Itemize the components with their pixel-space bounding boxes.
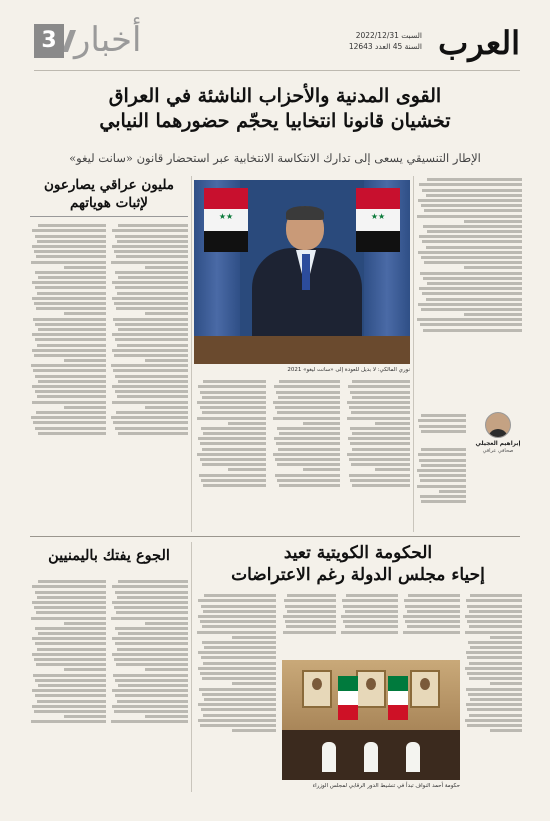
kuwait-story-column-4	[282, 592, 336, 656]
yemen-story-column-2	[30, 578, 106, 792]
kuwait-story-column-2	[402, 592, 460, 656]
kuwait-cabinet-photo	[282, 660, 460, 780]
left-story-column-2	[30, 222, 106, 528]
section-number-badge: 3	[34, 24, 64, 58]
main-story-column-right	[416, 176, 522, 404]
section-title: أخبار	[74, 20, 142, 60]
left-story-headline: مليون عراقي يصارعون لإثبات هوياتهم	[43, 177, 175, 211]
column-divider	[191, 176, 192, 532]
column-divider	[191, 542, 192, 792]
author-byline	[470, 412, 526, 455]
author-name: إبراهيم العجيلي	[475, 441, 521, 447]
masthead-divider	[34, 70, 520, 71]
author-role: صحافي عراقي	[482, 448, 514, 454]
main-subheadline: الإطار التنسيقي يسعى إلى تدارك الانتكاسة الانتخابية عبر استحضار قانون «سانت ليغو»	[69, 151, 481, 165]
left-story-column-1	[110, 222, 188, 528]
issue-number: السنة 45 العدد 12643	[348, 42, 422, 51]
main-story-column-right-lower	[416, 446, 466, 530]
main-story-column-right-mid	[416, 412, 466, 442]
main-headline-line2: تخشيان قانونا انتخابيا يحجّم حضورهما النيابي	[99, 110, 451, 132]
kuwait-headline-line1: الحكومة الكويتية تعيد	[283, 543, 433, 563]
kuwait-story-column-1	[464, 592, 522, 792]
maliki-photo	[194, 180, 410, 364]
main-story-column-5	[196, 378, 266, 534]
author-avatar	[485, 412, 511, 438]
issue-date: السبت 2022/12/31	[355, 31, 422, 40]
photo-caption: نوري المالكي: لا بديل للعودة إلى «سانت ليغو» 2021	[287, 367, 410, 373]
kuwait-headline-line2: إحياء مجلس الدولة رغم الاعتراضات	[231, 565, 485, 585]
left-story-rule	[30, 216, 188, 217]
main-story-column-4	[272, 378, 340, 534]
masthead	[34, 20, 520, 76]
kuwait-photo-caption: حكومة أحمد النواف تبدأ في تنشيط الدور الرقابي لمجلس الوزراء	[312, 783, 460, 789]
main-story-column-3	[346, 378, 410, 534]
kuwait-story-column-3	[340, 592, 398, 656]
newspaper-logo: العرب	[438, 24, 520, 62]
yemen-story-column-1	[110, 578, 188, 792]
issue-info	[349, 30, 422, 52]
section-divider	[30, 536, 520, 537]
left-story	[30, 176, 188, 217]
column-divider	[413, 176, 414, 532]
yemen-story-headline: الجوع يفتك باليمنيين	[48, 547, 170, 564]
main-headline	[30, 84, 520, 134]
kuwait-story-headline	[196, 542, 520, 586]
main-headline-line1: القوى المدنية والأحزاب الناشئة في العراق	[108, 85, 442, 107]
kuwait-story-column-5	[196, 592, 276, 792]
